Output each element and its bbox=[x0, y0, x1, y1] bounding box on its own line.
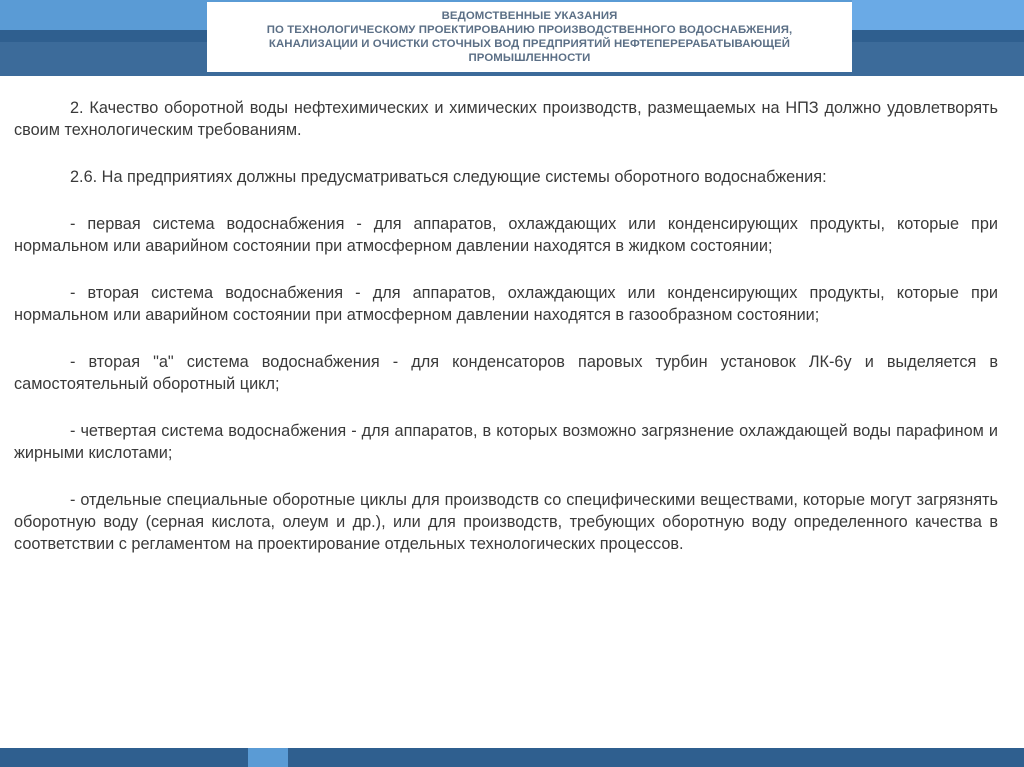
title-line: КАНАЛИЗАЦИИ И ОЧИСТКИ СТОЧНЫХ ВОД ПРЕДПРИЯТИЙ НЕФТЕПЕРЕРАБАТЫВАЮЩЕЙ bbox=[268, 38, 791, 50]
paragraph-second-a-system: - вторая "а" система водоснабжения - для конденсаторов паровых турбин установок ЛК-6у и выделяется в самостоятельный оборотный цикл; bbox=[14, 353, 998, 393]
document-body bbox=[14, 97, 998, 580]
footer-band-light-accent bbox=[248, 748, 288, 767]
paragraph-second-system: - вторая система водоснабжения - для аппаратов, охлаждающих или конденсирующих продукты, которые при нормальном или аварийном состоянии при атмосферном давлении находятся в газообразном состоянии; bbox=[14, 284, 998, 324]
paragraph-water-quality: 2. Качество оборотной воды нефтехимических и химических производств, размещаемых на НПЗ должно удовлетворять своим технологическим требованиям. bbox=[14, 99, 998, 139]
title-line: ВЕДОМСТВЕННЫЕ УКАЗАНИЯ bbox=[441, 10, 618, 22]
footer-band-dark-left bbox=[0, 748, 248, 767]
paragraph-special-cycles: - отдельные специальные оборотные циклы для производств со специфическими веществами, которые могут загрязнять оборотную воду (серная кислота, олеум и др.), или для производств, требующих оборотную воду определенного качества в соответствии с регламентом на проектирование отдельных технологических процессов. bbox=[14, 491, 998, 553]
paragraph-first-system: - первая система водоснабжения - для аппаратов, охлаждающих или конденсирующих продукты, которые при нормальном или аварийном состоянии при атмосферном давлении находятся в жидком состоянии; bbox=[14, 215, 998, 255]
paragraph-fourth-system: - четвертая система водоснабжения - для аппаратов, в которых возможно загрязнение охлаждающей воды парафином и жирными кислотами; bbox=[14, 422, 998, 462]
header-band-light-stripe-right bbox=[852, 0, 1024, 30]
footer-band-dark-right bbox=[288, 748, 1024, 767]
document-title bbox=[207, 2, 852, 72]
footer-band bbox=[0, 748, 1024, 767]
title-line: ПРОМЫШЛЕННОСТИ bbox=[468, 52, 591, 64]
title-line: ПО ТЕХНОЛОГИЧЕСКОМУ ПРОЕКТИРОВАНИЮ ПРОИЗВОДСТВЕННОГО ВОДОСНАБЖЕНИЯ, bbox=[266, 24, 793, 36]
paragraph-systems-intro: 2.6. На предприятиях должны предусматриваться следующие системы оборотного водоснабжения: bbox=[70, 168, 827, 186]
